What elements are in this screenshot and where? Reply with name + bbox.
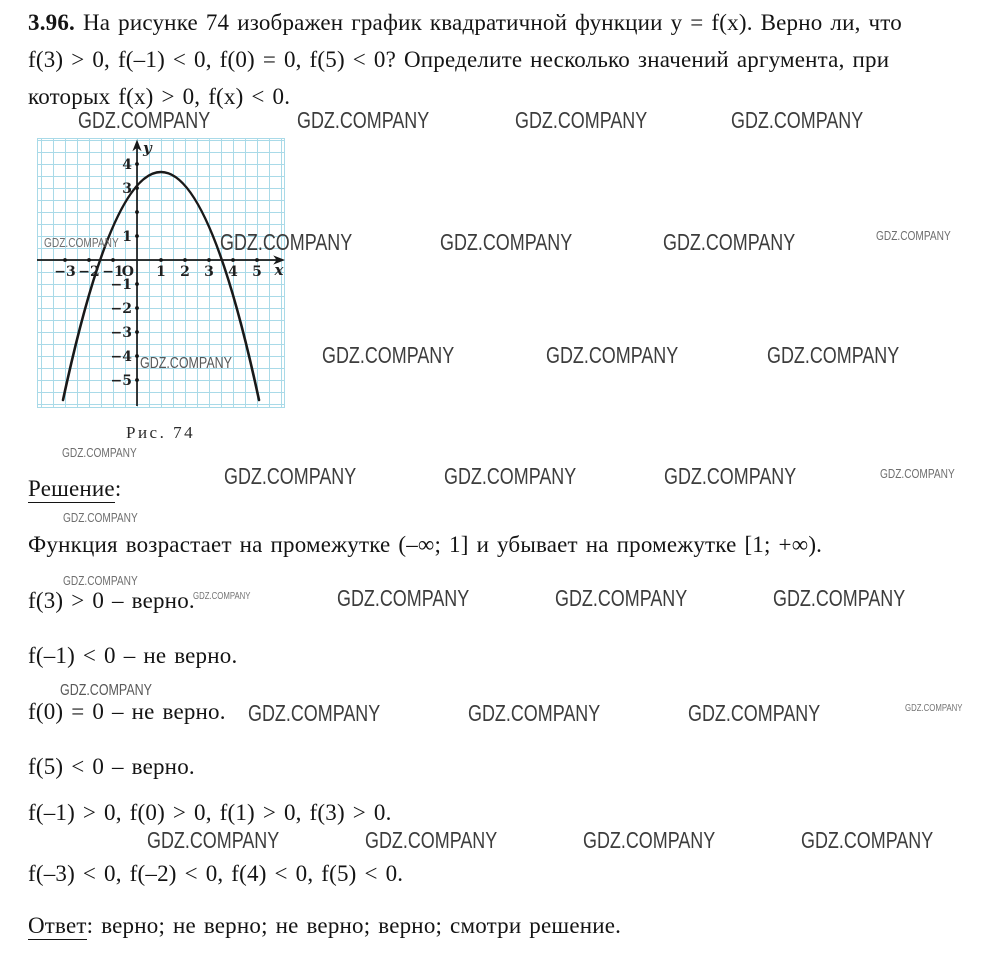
y-tick-label: 1 (122, 229, 132, 245)
watermark: GDZ.COMPANY (444, 463, 577, 489)
watermark: GDZ.COMPANY (62, 445, 137, 460)
solution-check-2: f(–1) < 0 – не верно. (28, 643, 238, 668)
watermark: GDZ.COMPANY (224, 463, 357, 489)
problem-number: 3.96. (28, 10, 75, 35)
watermark: GDZ.COMPANY (801, 827, 934, 853)
watermark: GDZ.COMPANY (140, 355, 232, 372)
problem-line-1 (28, 10, 902, 36)
solution-negative-values: f(–3) < 0, f(–2) < 0, f(4) < 0, f(5) < 0. (28, 861, 404, 886)
watermark: GDZ.COMPANY (337, 585, 470, 611)
watermark: GDZ.COMPANY (220, 229, 353, 255)
watermark: GDZ.COMPANY (60, 682, 152, 699)
solution-positive-values: f(–1) > 0, f(0) > 0, f(1) > 0, f(3) > 0. (28, 800, 392, 825)
watermark: GDZ.COMPANY (365, 827, 498, 853)
watermark: GDZ.COMPANY (546, 342, 679, 368)
solution-heading-word: Решение (28, 476, 115, 501)
x-tick-label: −2 (78, 264, 100, 280)
y-axis-label: y (143, 139, 152, 157)
answer-label: Ответ (28, 913, 87, 938)
x-tick-label: −3 (54, 264, 76, 280)
solution-heading-colon: : (114, 476, 122, 501)
x-tick-label: 4 (228, 264, 238, 280)
watermark: GDZ.COMPANY (322, 342, 455, 368)
x-tick-label: 5 (252, 264, 262, 280)
y-tick-label: 3 (122, 181, 132, 197)
y-tick-label: −4 (110, 349, 132, 365)
y-tick-label: 4 (122, 157, 132, 173)
watermark: GDZ.COMPANY (767, 342, 900, 368)
watermark: GDZ.COMPANY (688, 700, 821, 726)
x-tick-label: 3 (204, 264, 214, 280)
watermark: GDZ.COMPANY (876, 228, 951, 243)
watermark: GDZ.COMPANY (147, 827, 280, 853)
watermark: GDZ.COMPANY (248, 700, 381, 726)
figure-caption: Рис. 74 (126, 423, 196, 442)
watermark: GDZ.COMPANY (880, 466, 955, 481)
watermark: GDZ.COMPANY (63, 510, 138, 525)
watermark: GDZ.COMPANY (78, 107, 211, 133)
watermark: GDZ.COMPANY (663, 229, 796, 255)
x-tick-label: 2 (180, 264, 190, 280)
y-tick-label: −5 (110, 373, 132, 389)
x-tick-label: 1 (156, 264, 166, 280)
answer-text: : верно; не верно; не верно; верно; смотри решение. (86, 913, 622, 938)
solution-check-3: f(0) = 0 – не верно. (28, 699, 226, 724)
solution-check-1: f(3) > 0 – верно. (28, 588, 195, 613)
watermark: GDZ.COMPANY (515, 107, 648, 133)
watermark: GDZ.COMPANY (297, 107, 430, 133)
watermark: GDZ.COMPANY (440, 229, 573, 255)
watermark: GDZ.COMPANY (731, 107, 864, 133)
problem-text-1: На рисунке 74 изображен график квадратичной функции y = f(x). Верно ли, что (83, 10, 902, 35)
answer-line (28, 913, 621, 939)
watermark: GDZ.COMPANY (193, 591, 251, 602)
origin-label: O (121, 264, 134, 280)
y-tick-label: −3 (110, 325, 132, 341)
x-tick-label: −1 (102, 264, 124, 280)
y-tick-label: −1 (110, 277, 132, 293)
solution-check-4: f(5) < 0 – верно. (28, 754, 195, 779)
watermark: GDZ.COMPANY (664, 463, 797, 489)
watermark: GDZ.COMPANY (555, 585, 688, 611)
watermark: GDZ.COMPANY (583, 827, 716, 853)
problem-line-2: f(3) > 0, f(–1) < 0, f(0) = 0, f(5) < 0? Определите несколько значений аргумента, при (28, 47, 890, 72)
solution-monotonicity: Функция возрастает на промежутке (–∞; 1] и убывает на промежутке [1; +∞). (28, 532, 823, 557)
watermark: GDZ.COMPANY (773, 585, 906, 611)
watermark: GDZ.COMPANY (905, 703, 963, 714)
solution-heading (28, 476, 121, 502)
watermark: GDZ.COMPANY (468, 700, 601, 726)
y-tick-label: −2 (110, 301, 132, 317)
problem-line-3: которых f(x) > 0, f(x) < 0. (28, 84, 291, 109)
x-axis-label: x (274, 261, 284, 279)
watermark: GDZ.COMPANY (44, 235, 119, 250)
watermark: GDZ.COMPANY (63, 573, 138, 588)
